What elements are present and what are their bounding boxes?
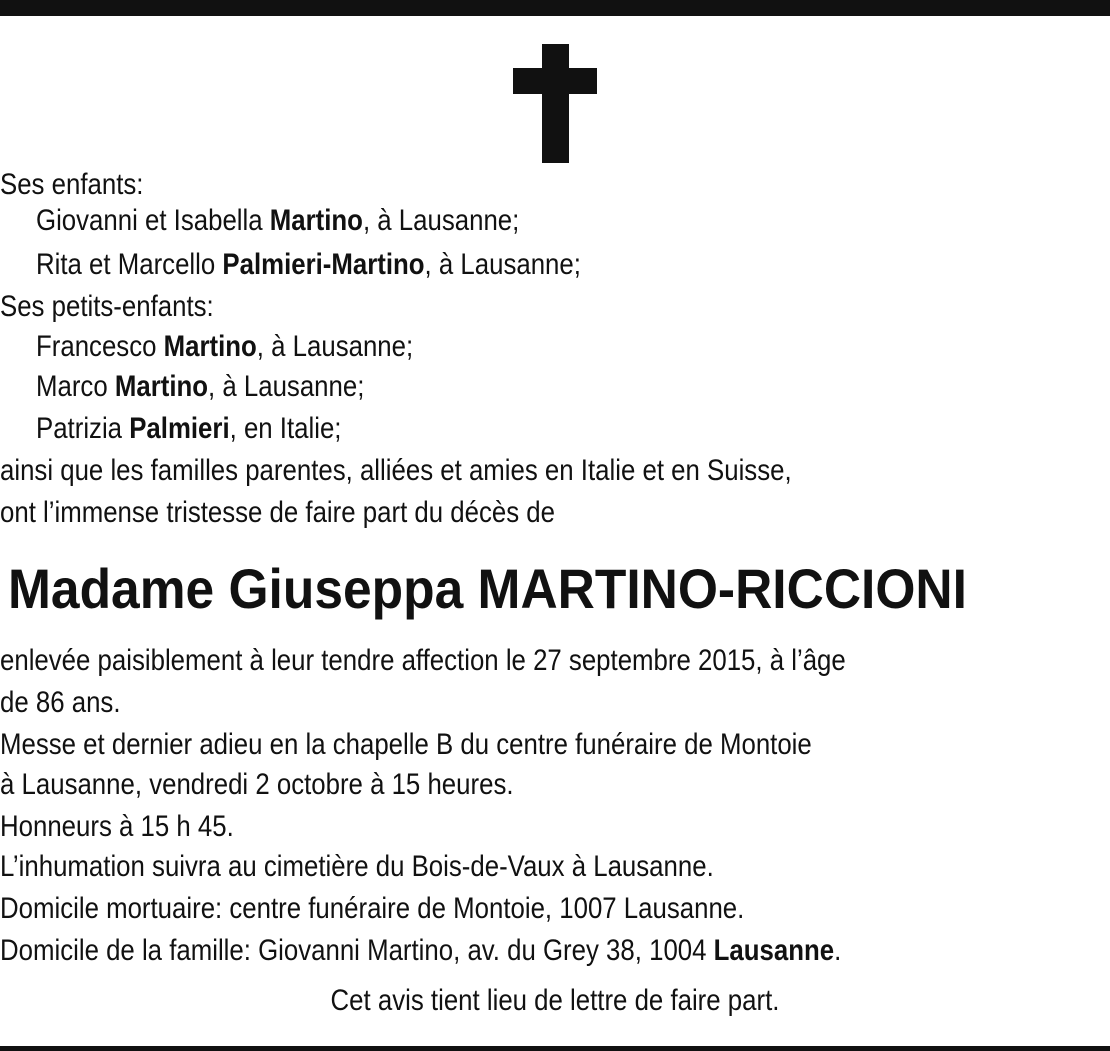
relatives-line: ainsi que les familles parentes, alliées et amies en Italie et en Suisse, <box>0 454 792 487</box>
family-home-city: Lausanne <box>713 934 835 967</box>
grandchild-place: , en Italie; <box>229 412 342 445</box>
grandchild-line-2 <box>36 369 364 405</box>
child-place: , à Lausanne; <box>362 204 520 237</box>
child-place: , à Lausanne; <box>424 248 581 281</box>
grandchild-first-name: Patrizia <box>36 412 123 445</box>
family-home-line <box>0 933 841 969</box>
latin-cross-icon <box>513 44 597 163</box>
family-home-address: Domicile de la famille: Giovanni Martino, av. du Grey 38, 1004 <box>0 934 714 967</box>
announcement-line: ont l’immense tristesse de faire part du décès de <box>0 496 555 529</box>
top-border-rule <box>0 0 1110 16</box>
grandchild-place: , à Lausanne; <box>208 370 365 403</box>
cross-vertical-bar <box>542 44 569 163</box>
family-home-period: . <box>834 934 842 967</box>
honors-line: Honneurs à 15 h 45. <box>0 810 234 843</box>
grandchild-line-1 <box>36 329 413 365</box>
mortuary-line: Domicile mortuaire: centre funéraire de Montoie, 1007 Lausanne. <box>0 892 745 925</box>
burial-line: L’inhumation suivra au cimetière du Bois-de-Vaux à Lausanne. <box>0 850 714 883</box>
child-line-2 <box>36 247 581 283</box>
deceased-name: Madame Giuseppa MARTINO-RICCIONI <box>8 557 967 620</box>
grandchild-surname: Martino <box>163 330 257 363</box>
grandchild-first-name: Francesco <box>36 330 157 363</box>
bottom-border-rule <box>0 1046 1110 1051</box>
child-line-1 <box>36 203 519 239</box>
child-first-names: Giovanni et Isabella <box>36 204 263 237</box>
footer-note: Cet avis tient lieu de lettre de faire part. <box>330 984 780 1017</box>
death-line-1: enlevée paisiblement à leur tendre affection le 27 septembre 2015, à l’âge <box>0 644 846 677</box>
children-heading: Ses enfants: <box>0 168 144 201</box>
grandchild-first-name: Marco <box>36 370 108 403</box>
child-surname: Palmieri-Martino <box>222 248 425 281</box>
mass-line-2: à Lausanne, vendredi 2 octobre à 15 heures. <box>0 768 514 801</box>
cross-horizontal-bar <box>513 68 597 94</box>
death-line-2: de 86 ans. <box>0 686 121 719</box>
grandchild-surname: Palmieri <box>129 412 230 445</box>
grandchild-line-3 <box>36 411 341 447</box>
mass-line-1: Messe et dernier adieu en la chapelle B du centre funéraire de Montoie <box>0 728 812 761</box>
child-first-names: Rita et Marcello <box>36 248 216 281</box>
grandchild-place: , à Lausanne; <box>256 330 414 363</box>
grandchildren-heading: Ses petits-enfants: <box>0 290 214 323</box>
grandchild-surname: Martino <box>114 370 209 403</box>
child-surname: Martino <box>269 204 363 237</box>
